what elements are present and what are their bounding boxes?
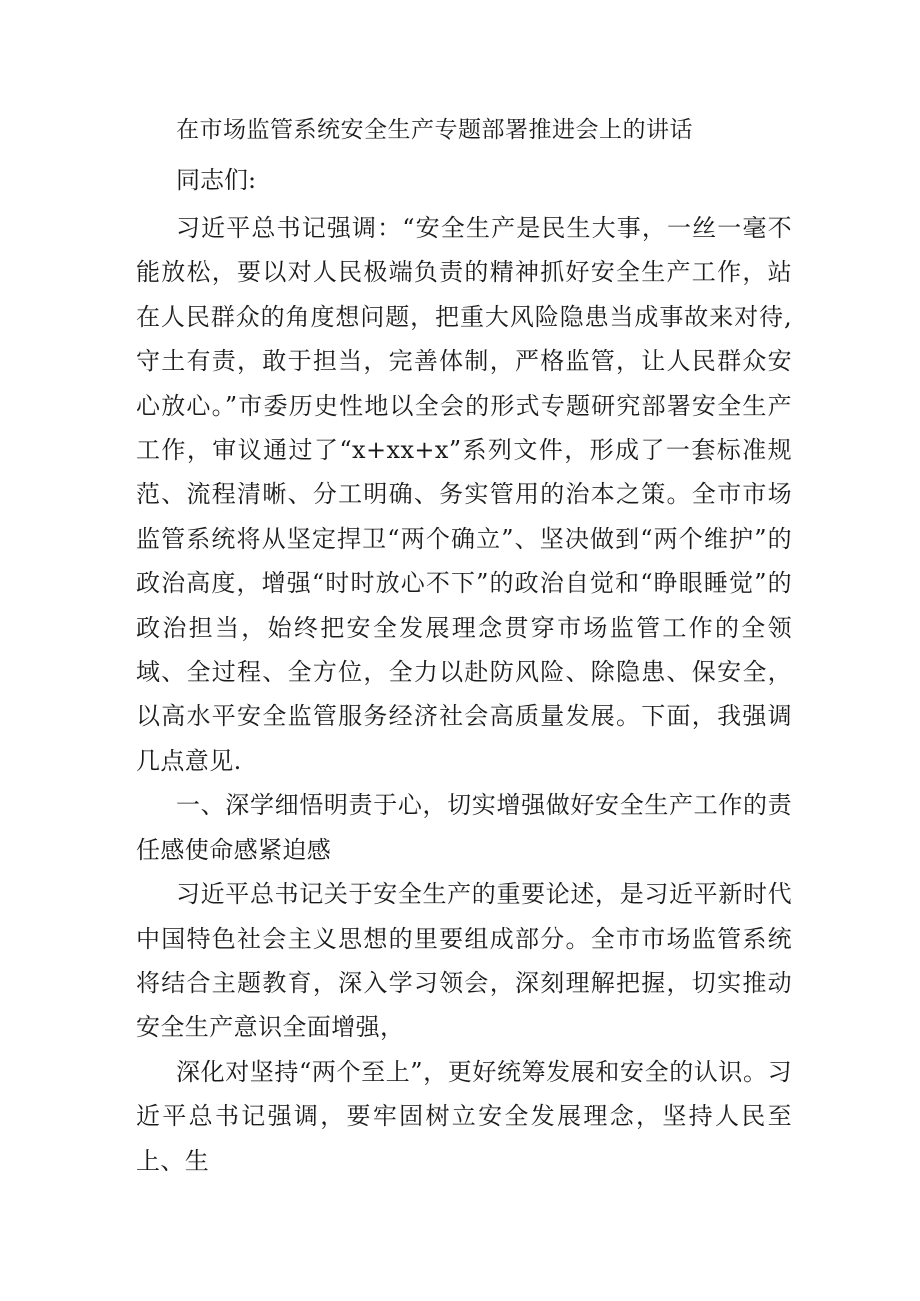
section-heading-1: 一、深学细悟明责于心，切实增强做好安全生产工作的责任感使命感紧迫感	[136, 791, 792, 864]
speech-title: 在市场监管系统安全生产专题部署推进会上的讲话	[176, 117, 693, 143]
salutation: 同志们:	[176, 166, 257, 194]
paragraph-intro: 习近平总书记强调：“安全生产是民生大事，一丝一毫不能放松，要以对人民极端负责的精神抓好安全生产工作，站在人民群众的角度想问题，把重大风险隐患当成事故来对待,守土有责，敢于担当，完善体制，严格监管，让人民群众安心放心。”市委历史性地以全会的形式专题研究部署安全生产工作，审议通过了“x+xx+x”系列文件，形成了一套标准规范、流程清晰、分工明确、务实管用的治本之策。全市市场监管系统将从坚定捍卫“两个确立”、坚决做到“两个维护”的政治高度，增强“时时放心不下”的政治自觉和“睁眼睡觉”的政治担当，始终把安全发展理念贯穿市场监管工作的全领域、全过程、全方位，全力以赴防风险、除隐患、保安全，以高水平安全监管服务经济社会高质量发展。下面，我强调几点意见.	[136, 214, 792, 775]
paragraph-section-1: 习近平总书记关于安全生产的重要论述，是习近平新时代中国特色社会主义思想的里要组成部分。全市市场监管系统将结合主题教育，深入学习领会，深刻理解把握，切实推动安全生产意识全面增强，	[136, 880, 792, 1042]
paragraph-two-supremes: 深化对坚持“两个至上”，更好统筹发展和安全的认识。习近平总书记强调，要牢固树立安全发展理念，坚持人民至上、生	[136, 1057, 792, 1175]
speech-body	[136, 206, 792, 1183]
